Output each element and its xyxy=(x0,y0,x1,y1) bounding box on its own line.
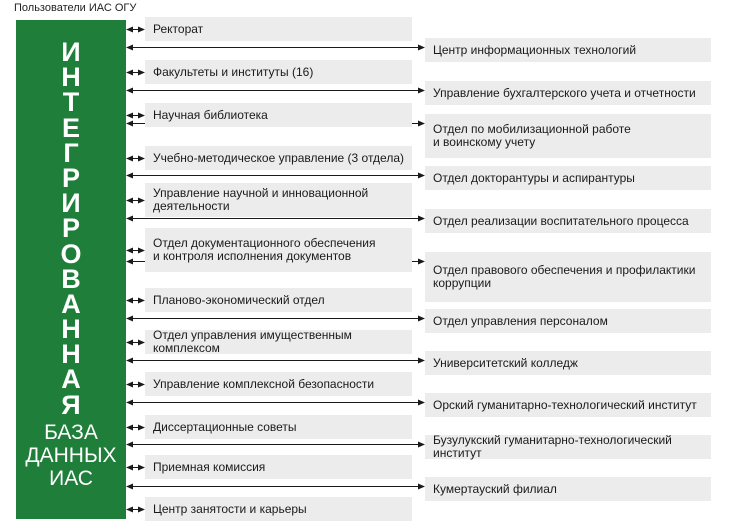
left-unit-label: Отдел управления имущественным комплексом xyxy=(153,328,352,355)
title-letter: И xyxy=(61,188,81,219)
left-unit-box xyxy=(145,60,412,84)
users-caption: Пользователи ИАС ОГУ xyxy=(14,2,137,14)
right-unit-box xyxy=(425,166,711,190)
right-unit-label: Отдел реализации воспитательного процесса xyxy=(433,213,689,228)
left-unit-label: Отдел документационного обеспечения xyxy=(153,236,376,250)
right-unit-label: Отдел по мобилизационной работе xyxy=(433,122,631,136)
left-unit-label: Факультеты и институты (16) xyxy=(153,64,314,79)
left-unit-box xyxy=(145,330,412,354)
left-unit-box xyxy=(145,288,412,312)
left-unit-label: Ректорат xyxy=(153,21,204,36)
right-unit-box xyxy=(425,114,711,158)
left-unit-box xyxy=(145,183,412,217)
right-unit-label: Отдел управления персоналом xyxy=(433,313,608,328)
title-letter: Р xyxy=(61,213,80,244)
title-letter: А xyxy=(61,288,81,319)
right-unit-box xyxy=(425,477,711,501)
left-unit-box xyxy=(145,146,412,170)
left-unit-label: Управление научной и инновационной xyxy=(153,186,369,200)
right-unit-box xyxy=(425,351,711,375)
title-letter: Я xyxy=(61,389,81,420)
db-label-line-3: ИАС xyxy=(49,467,93,490)
right-unit-label: Отдел докторантуры и аспирантуры xyxy=(433,170,635,185)
right-unit-box xyxy=(425,309,711,333)
db-label-line-1: БАЗА xyxy=(44,421,98,444)
db-label-line-2: ДАННЫХ xyxy=(25,444,117,467)
left-unit-box xyxy=(145,497,412,521)
title-letter: Е xyxy=(61,112,80,143)
left-unit-box xyxy=(145,372,412,396)
left-unit-box xyxy=(145,455,412,479)
title-letter: И xyxy=(61,37,81,67)
title-letter: О xyxy=(60,238,82,269)
title-letter: Т xyxy=(62,87,80,118)
right-unit-label: Кумертауский филиал xyxy=(433,481,557,496)
right-unit-box xyxy=(425,252,711,302)
title-letter: Н xyxy=(61,314,81,345)
right-unit-label: Орский гуманитарно-технологический институт xyxy=(433,397,697,412)
right-unit-label: коррупции xyxy=(433,276,492,290)
right-unit-box xyxy=(425,81,711,105)
title-letter: А xyxy=(61,364,81,395)
left-unit-label: Научная библиотека xyxy=(153,107,268,122)
left-unit-box xyxy=(145,103,412,127)
right-unit-label: Центр информационных технологий xyxy=(433,42,637,57)
title-letter: Р xyxy=(61,162,80,193)
right-unit-box xyxy=(425,38,711,62)
left-unit-label: Диссертационные советы xyxy=(153,419,297,434)
right-unit-label: и воинскому учету xyxy=(433,135,536,149)
title-letter: Н xyxy=(61,62,81,93)
title-letter: В xyxy=(61,263,81,294)
right-unit-box xyxy=(425,209,711,233)
left-unit-box xyxy=(145,228,412,272)
left-unit-box xyxy=(145,415,412,439)
left-unit-label: Центр занятости и карьеры xyxy=(153,501,307,516)
right-unit-box xyxy=(425,393,711,417)
right-unit-label: Университетский колледж xyxy=(433,355,578,370)
title-letter: Г xyxy=(63,137,79,168)
right-unit-label: Бузулукский гуманитарно-технологический институт xyxy=(433,433,672,460)
left-unit-label: Планово-экономический отдел xyxy=(153,292,325,307)
left-unit-label: Учебно-методическое управление (3 отдела) xyxy=(153,150,404,165)
left-unit-label: и контроля исполнения документов xyxy=(153,249,352,263)
left-unit-label: Приемная комиссия xyxy=(153,459,266,474)
left-unit-label: Управление комплексной безопасности xyxy=(153,376,375,391)
right-unit-box xyxy=(425,435,711,459)
left-unit-box xyxy=(145,17,412,41)
right-unit-label: Отдел правового обеспечения и профилактики xyxy=(433,263,696,277)
left-unit-label: деятельности xyxy=(153,199,230,213)
right-unit-label: Управление бухгалтерского учета и отчетности xyxy=(433,85,696,100)
title-letter: Н xyxy=(61,339,81,370)
